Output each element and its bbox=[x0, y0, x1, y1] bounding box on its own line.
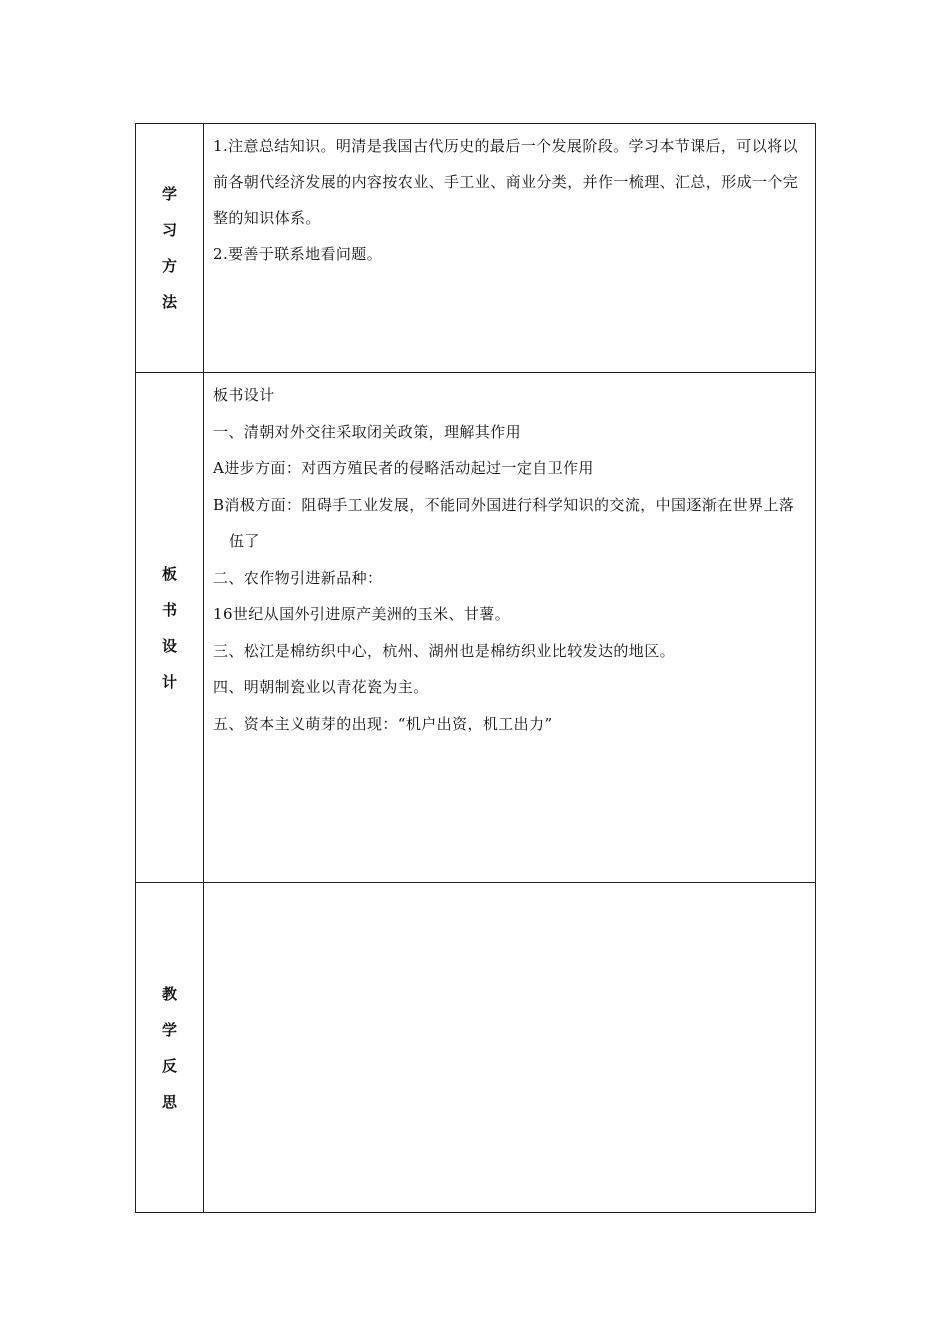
label-char: 设 bbox=[161, 636, 177, 655]
board-line-4: 二、农作物引进新品种： bbox=[213, 568, 383, 587]
board-line-6: 三、松江是棉纺织中心，杭州、湖州也是棉纺织业比较发达的地区。 bbox=[213, 641, 676, 660]
label-char: 方 bbox=[161, 257, 177, 275]
teaching-reflection-content[interactable] bbox=[204, 883, 815, 1212]
label-char: 板 bbox=[161, 564, 177, 583]
label-char: 习 bbox=[161, 221, 177, 239]
learning-method-content bbox=[204, 124, 815, 372]
board-line-8: 五、资本主义萌芽的出现：“机户出资，机工出力” bbox=[213, 714, 553, 733]
board-line-1: 一、清朝对外交往采取闭关政策，理解其作用 bbox=[213, 422, 522, 441]
board-line-5: 16世纪从国外引进原产美洲的玉米、甘薯。 bbox=[213, 605, 511, 623]
teaching-reflection-row bbox=[136, 882, 815, 1212]
label-char: 法 bbox=[161, 293, 177, 311]
method-paragraph-2: 2.要善于联系地看问题。 bbox=[213, 245, 383, 263]
board-design-row bbox=[136, 372, 815, 882]
learning-method-label bbox=[136, 124, 204, 372]
label-char: 学 bbox=[161, 185, 177, 203]
lesson-plan-table bbox=[135, 123, 816, 1213]
method-paragraph-1: 1.注意总结知识。明清是我国古代历史的最后一个发展阶段。学习本节课后，可以将以前各朝代经济发展的内容按农业、手工业、商业分类，并作一梳理、汇总，形成一个完整的知识体系。 bbox=[213, 137, 799, 227]
board-design-content bbox=[204, 373, 815, 882]
label-char: 书 bbox=[161, 600, 177, 619]
board-design-label bbox=[136, 373, 204, 882]
label-char: 思 bbox=[161, 1092, 177, 1111]
board-heading: 板书设计 bbox=[213, 386, 275, 404]
board-line-7: 四、明朝制瓷业以青花瓷为主。 bbox=[213, 678, 429, 696]
label-char: 计 bbox=[161, 672, 177, 691]
board-line-3: B消极方面：阻碍手工业发展，不能同外国进行科学知识的交流，中国逐渐在世界上落伍了 bbox=[213, 495, 795, 550]
learning-method-row bbox=[136, 124, 815, 372]
label-char: 教 bbox=[161, 984, 177, 1003]
teaching-reflection-label bbox=[136, 883, 204, 1212]
board-line-2: A进步方面：对西方殖民者的侵略活动起过一定自卫作用 bbox=[213, 459, 594, 477]
label-char: 反 bbox=[161, 1056, 177, 1075]
label-char: 学 bbox=[161, 1020, 177, 1039]
